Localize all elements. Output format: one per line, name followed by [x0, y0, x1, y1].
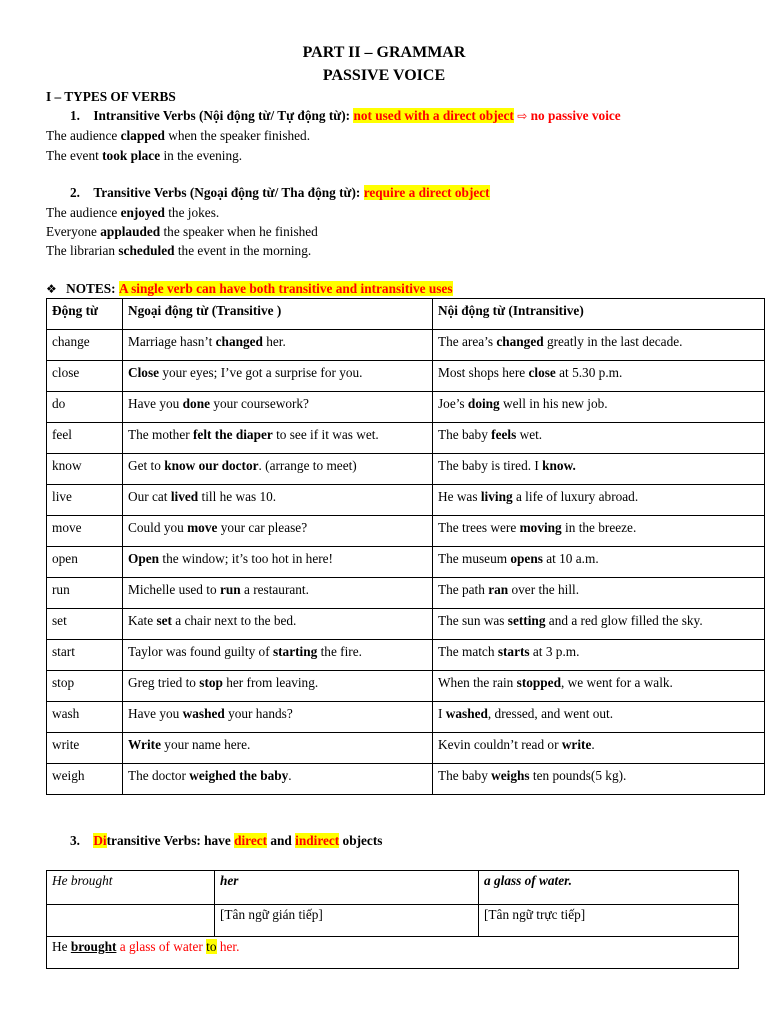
page-subtitle: PASSIVE VOICE: [322, 67, 446, 84]
indirect-word: indirect: [295, 833, 340, 848]
di-prefix: Di: [93, 833, 107, 848]
table-cell: [47, 454, 123, 485]
table-cell: Marriage hasn’t changed her.: [123, 330, 433, 361]
table-row: [47, 640, 765, 671]
example-sentence: He brought a glass of water to her.: [47, 937, 739, 969]
table-cell: [47, 671, 123, 702]
table-row: [47, 733, 765, 764]
item-ditransitive: 3. Ditransitive Verbs: have direct and indirect objects: [70, 833, 383, 848]
example-line: The event took place in the evening.: [46, 148, 243, 163]
table-cell: I washed, dressed, and went out.: [433, 702, 765, 733]
table-row: [47, 423, 765, 454]
item-label: Transitive Verbs (Ngoại động từ/ Tha động từ):: [93, 185, 361, 200]
table-cell: The baby is tired. I know.: [433, 454, 765, 485]
table-cell: The doctor weighed the baby.: [123, 764, 433, 795]
verb-cell: live: [52, 489, 72, 504]
table-cell: Have you washed your hands?: [123, 702, 433, 733]
notes-line: [46, 281, 453, 297]
table-cell: The trees were moving in the breeze.: [433, 516, 765, 547]
verb-cell: move: [52, 520, 82, 535]
arrow-icon: ⇨: [517, 109, 528, 123]
table-header-row: [47, 299, 765, 330]
verb-cell: weigh: [52, 768, 85, 783]
table-row: [47, 547, 765, 578]
item-number: 2.: [70, 185, 80, 200]
table-cell: [47, 702, 123, 733]
verb-cell: close: [52, 365, 80, 380]
column-header: Ngoại động từ (Transitive ): [123, 299, 433, 330]
table-cell: [47, 330, 123, 361]
table-cell: Taylor was found guilty of starting the fire.: [123, 640, 433, 671]
verb-cell: feel: [52, 427, 72, 442]
verb-cell: stop: [52, 675, 75, 690]
table-cell: The path ran over the hill.: [433, 578, 765, 609]
table-row: [47, 454, 765, 485]
table-cell: Greg tried to stop her from leaving.: [123, 671, 433, 702]
table-cell: The baby feels wet.: [433, 423, 765, 454]
direct-word: direct: [234, 833, 268, 848]
table-row: [47, 702, 765, 733]
table-cell: [47, 361, 123, 392]
table-row: [47, 905, 739, 937]
table-row: [47, 764, 765, 795]
verb-cell: write: [52, 737, 80, 752]
table-cell: a glass of water.: [479, 871, 739, 905]
table-cell: Most shops here close at 5.30 p.m.: [433, 361, 765, 392]
verb-cell: know: [52, 458, 82, 473]
verb-table: [46, 298, 765, 795]
table-cell: The match starts at 3 p.m.: [433, 640, 765, 671]
table-cell: [47, 547, 123, 578]
table-cell: The mother felt the diaper to see if it was wet.: [123, 423, 433, 454]
table-row: [47, 392, 765, 423]
table-cell: He was living a life of luxury abroad.: [433, 485, 765, 516]
table-cell: When the rain stopped, we went for a walk.: [433, 671, 765, 702]
verb-cell: set: [52, 613, 67, 628]
page-title: PART II – GRAMMAR: [302, 44, 466, 61]
item-number: 1.: [70, 108, 80, 123]
verb-cell: open: [52, 551, 78, 566]
table-cell: Have you done your coursework?: [123, 392, 433, 423]
highlight-note: not used with a direct object: [353, 108, 514, 123]
table-cell: [47, 516, 123, 547]
table-cell: [Tân ngữ gián tiếp]: [215, 905, 479, 937]
column-header: Động từ: [47, 299, 123, 330]
table-cell: Close your eyes; I’ve got a surprise for you.: [123, 361, 433, 392]
table-cell: The museum opens at 10 a.m.: [433, 547, 765, 578]
table-row: [47, 671, 765, 702]
table-cell: Michelle used to run a restaurant.: [123, 578, 433, 609]
table-cell: Joe’s doing well in his new job.: [433, 392, 765, 423]
verb-cell: do: [52, 396, 66, 411]
table-row: [47, 578, 765, 609]
table-cell: [47, 733, 123, 764]
table-row: [47, 516, 765, 547]
highlight-note: require a direct object: [363, 185, 490, 200]
table-row: [47, 609, 765, 640]
table-cell: Could you move your car please?: [123, 516, 433, 547]
verb-cell: wash: [52, 706, 80, 721]
table-cell: [Tân ngữ trực tiếp]: [479, 905, 739, 937]
table-cell: He brought: [47, 871, 215, 905]
item-tail: no passive voice: [530, 108, 621, 123]
item-number: 3.: [70, 833, 80, 848]
table-row: [47, 871, 739, 905]
diamond-bullet-icon: ❖: [46, 282, 57, 296]
example-line: Everyone applauded the speaker when he finished: [46, 224, 318, 239]
example-line: The audience enjoyed the jokes.: [46, 205, 220, 220]
item-intransitive: [70, 108, 621, 124]
notes-highlight: A single verb can have both transitive and intransitive uses: [118, 281, 453, 296]
table-cell: [47, 578, 123, 609]
table-cell: [47, 764, 123, 795]
table-cell: Get to know our doctor. (arrange to meet): [123, 454, 433, 485]
table-cell: her: [215, 871, 479, 905]
table-cell: The sun was setting and a red glow filled the sky.: [433, 609, 765, 640]
table-cell: The baby weighs ten pounds(5 kg).: [433, 764, 765, 795]
table-cell: [47, 485, 123, 516]
table-cell: The area’s changed greatly in the last decade.: [433, 330, 765, 361]
table-cell: [47, 609, 123, 640]
notes-label: NOTES:: [66, 281, 116, 296]
verb-cell: change: [52, 334, 90, 349]
table-cell: [47, 423, 123, 454]
table-cell: [47, 392, 123, 423]
verb-cell: run: [52, 582, 70, 597]
item-transitive: [70, 185, 490, 201]
item-label: Intransitive Verbs (Nội động từ/ Tự động từ):: [93, 108, 351, 123]
table-row: [47, 361, 765, 392]
column-header: Nội động từ (Intransitive): [433, 299, 765, 330]
table-cell: [47, 640, 123, 671]
ditransitive-table: [46, 870, 739, 969]
table-cell: Open the window; it’s too hot in here!: [123, 547, 433, 578]
example-line: The audience clapped when the speaker finished.: [46, 128, 311, 143]
table-row: [47, 485, 765, 516]
table-cell: Kate set a chair next to the bed.: [123, 609, 433, 640]
table-row: [47, 330, 765, 361]
table-cell: Kevin couldn’t read or write.: [433, 733, 765, 764]
table-cell: Our cat lived till he was 10.: [123, 485, 433, 516]
table-cell: Write your name here.: [123, 733, 433, 764]
verb-cell: start: [52, 644, 75, 659]
table-cell: [47, 905, 215, 937]
example-line: The librarian scheduled the event in the morning.: [46, 243, 312, 258]
table-row: [47, 937, 739, 969]
section-heading: I – TYPES OF VERBS: [46, 89, 176, 104]
